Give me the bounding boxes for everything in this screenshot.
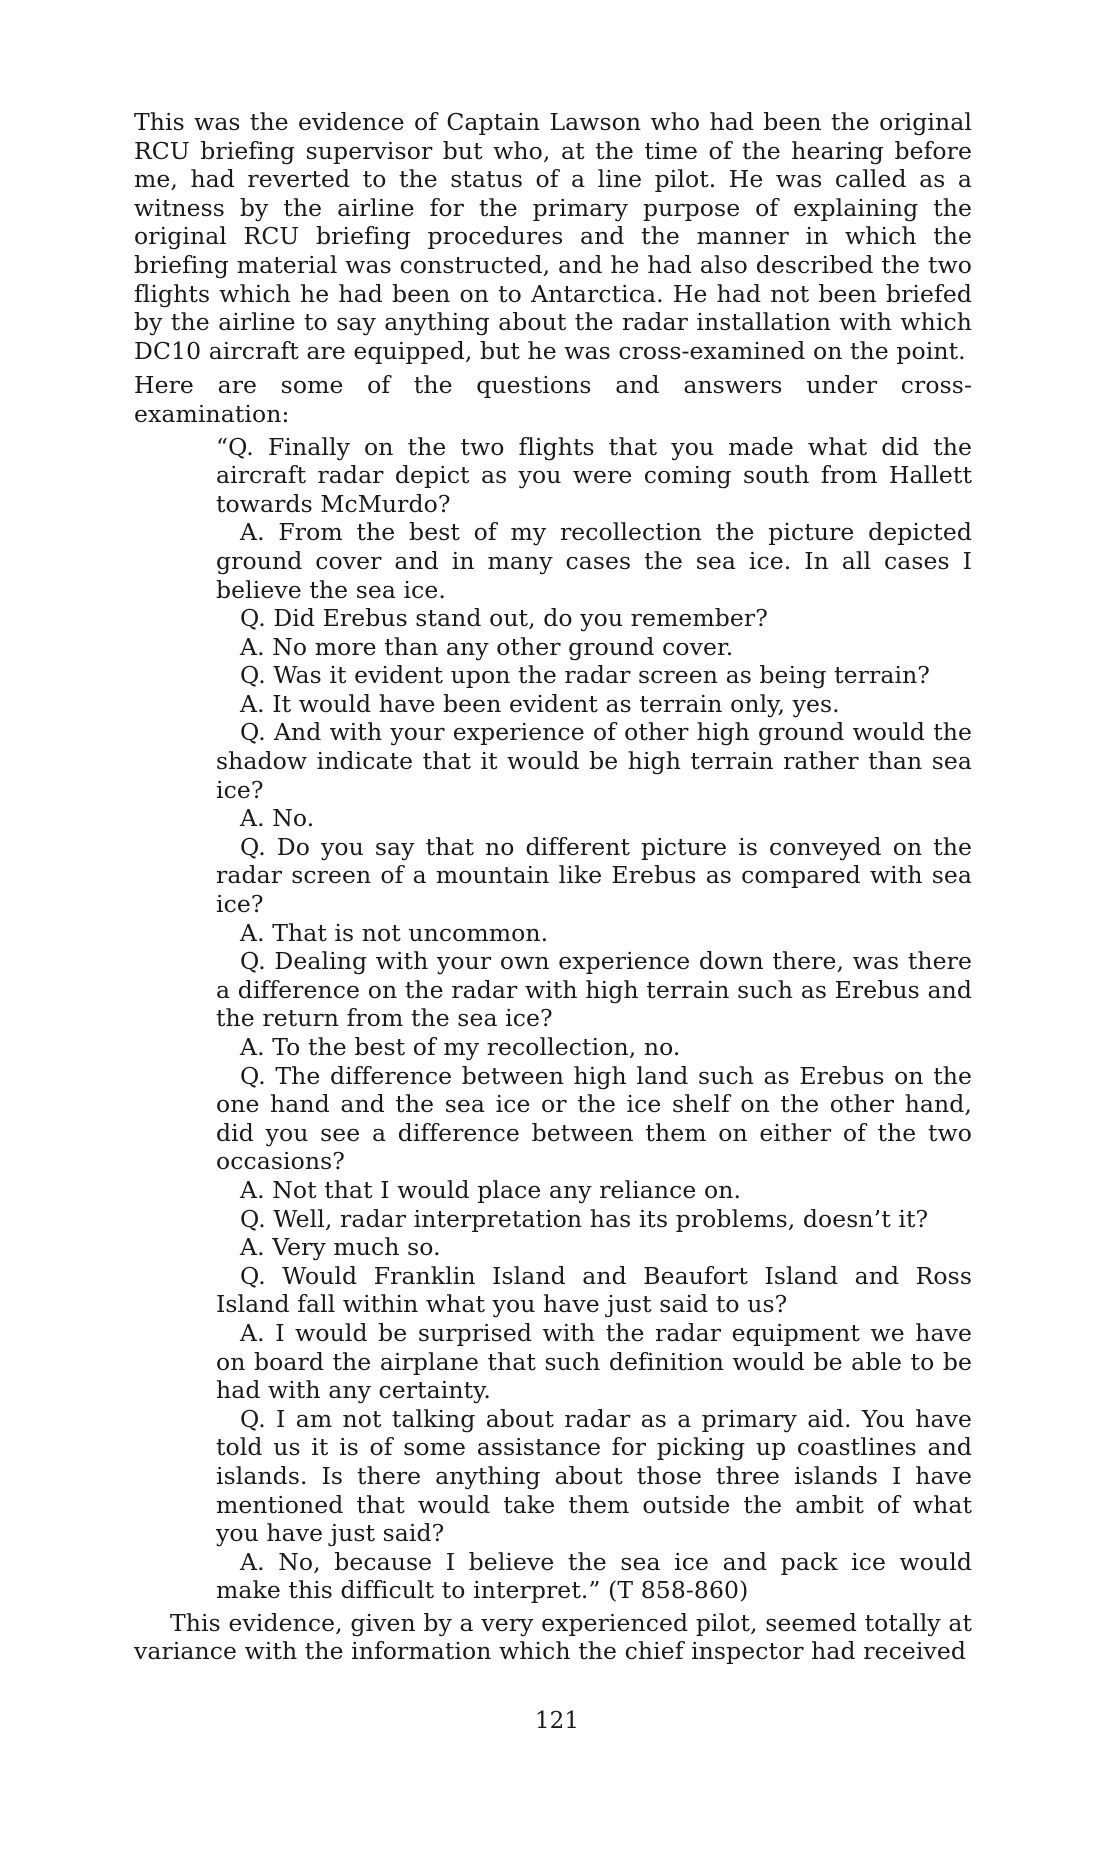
lead-paragraph: Here are some of the questions and answers under cross-examination:: [134, 371, 972, 428]
quote-line: A. No.: [240, 804, 315, 833]
quote-line: Q. The difference between high land such as Erebus on the one hand and the sea ice or the ice shelf on the other hand, did you see a difference between them on either of the two occasions?: [216, 1061, 972, 1176]
quote-line: A. No more than any other ground cover.: [240, 632, 734, 661]
quote-line: Q. Dealing with your own experience down there, was there a difference on the radar with high terrain such as Erebus and the return from the sea ice?: [216, 947, 972, 1033]
cross-examination-quote: [216, 433, 972, 1605]
quote-line: A. That is not uncommon.: [240, 918, 549, 947]
quote-line: Q. I am not talking about radar as a primary aid. You have told us it is of some assistance for picking up coastlines and islands. Is there anything about those three islands I have mentioned that would take them outside the ambit of what you have just said?: [216, 1404, 972, 1548]
quote-line: Q. Would Franklin Island and Beaufort Island and Ross Island fall within what you have just said to us?: [216, 1261, 972, 1319]
quote-line: Q. And with your experience of other high ground would the shadow indicate that it would be high terrain rather than sea ice?: [216, 718, 972, 804]
quote-line: A. It would have been evident as terrain only, yes.: [240, 689, 840, 718]
quote-line: Q. Was it evident upon the radar screen as being terrain?: [240, 661, 931, 690]
closing-paragraph: This evidence, given by a very experienced pilot, seemed totally at variance with the information which the chief inspector had received: [134, 1608, 972, 1666]
quote-line: A. To the best of my recollection, no.: [240, 1033, 681, 1061]
quote-line: A. From the best of my recollection the picture depicted ground cover and in many cases the sea ice. In all cases I believe the sea ice.: [216, 518, 972, 604]
quote-line: Q. Do you say that no different picture is conveyed on the radar screen of a mountain like Erebus as compared with sea ice?: [216, 832, 972, 919]
quote-line: A. No, because I believe the sea ice and pack ice would make this difficult to interpret.” (T 858-860): [216, 1547, 972, 1605]
page-number: 121: [535, 1708, 579, 1734]
quote-line: “Q. Finally on the two flights that you made what did the aircraft radar depict as you were coming south from Hallett towards McMurdo?: [216, 432, 972, 518]
quote-line: Q. Did Erebus stand out, do you remember?: [240, 604, 768, 633]
quote-line: A. Very much so.: [240, 1233, 441, 1262]
quote-line: A. Not that I would place any reliance on.: [240, 1175, 742, 1204]
quote-line: Q. Well, radar interpretation has its problems, doesn’t it?: [240, 1204, 929, 1233]
quote-line: A. I would be surprised with the radar equipment we have on board the airplane that such definition would be able to be had with any certainty.: [216, 1318, 972, 1405]
document-page: [134, 108, 972, 1666]
intro-paragraph: This was the evidence of Captain Lawson who had been the original RCU briefing supervisor but who, at the time of the hearing before me, had reverted to the status of a line pilot. He was called as a witness by the airline for the primary purpose of explaining the original RCU briefing procedures and the manner in which the briefing material was constructed, and he had also described the two flights which he had been on to Antarctica. He had not been briefed by the airline to say anything about the radar installation with which DC10 aircraft are equipped, but he was cross-examined on the point.: [134, 108, 972, 365]
